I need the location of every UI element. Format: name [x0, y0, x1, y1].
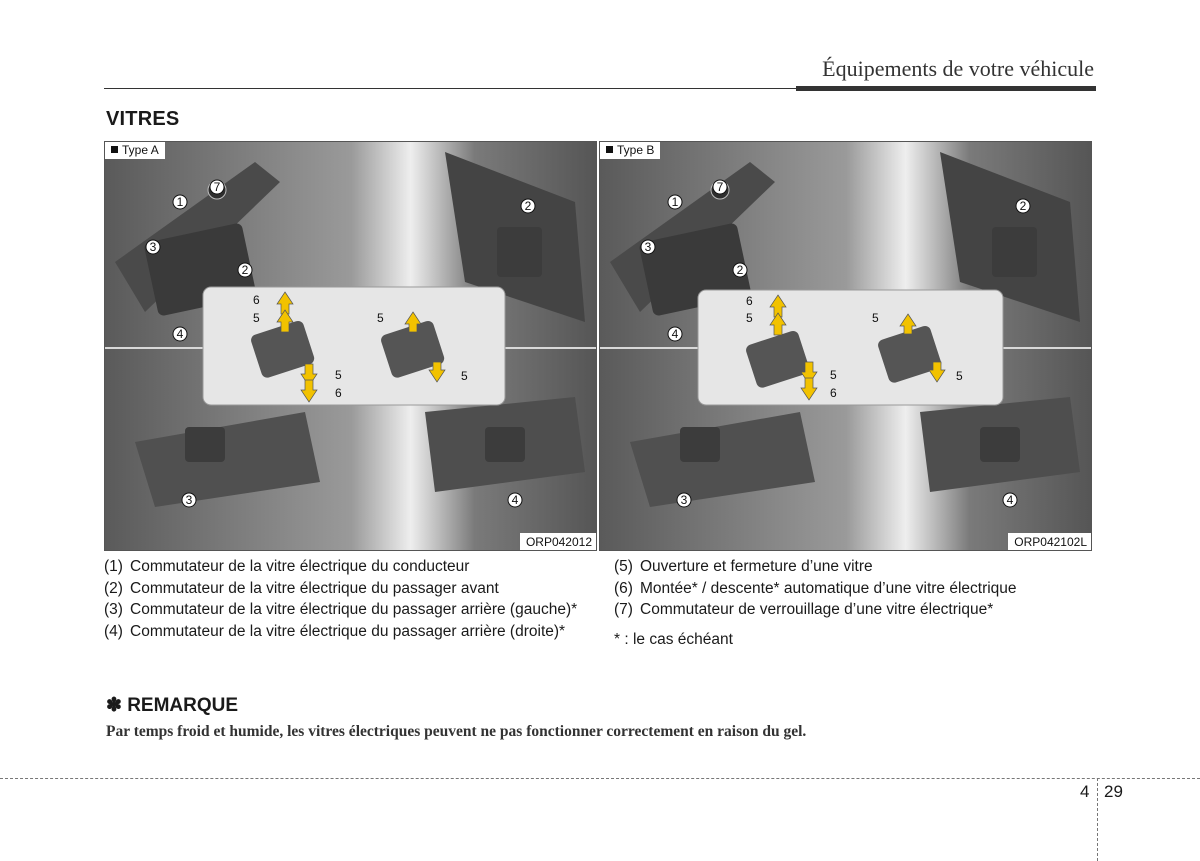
callout-1-b: 1 — [671, 195, 679, 209]
legend-number: (7) — [614, 601, 633, 618]
legend-number: (2) — [104, 579, 123, 597]
square-bullet-icon — [606, 146, 613, 153]
label-5-a-bottom: 5 — [335, 368, 342, 382]
figure-type-label — [105, 142, 165, 159]
label-5-a-right-top: 5 — [377, 311, 384, 325]
footer-vertical-divider — [1097, 778, 1098, 861]
callout-4-a-bottom: 4 — [511, 493, 519, 507]
door-switch-illustration-b — [600, 142, 1092, 551]
legend-item — [104, 557, 587, 578]
figure-type-text: Type A — [122, 143, 159, 157]
label-5-b-bottom: 5 — [830, 368, 837, 382]
callout-4-b-top: 4 — [671, 327, 679, 341]
legend-item — [104, 600, 587, 621]
callout-3-b-bottom: 3 — [680, 493, 688, 507]
legend-text: Commutateur de la vitre électrique du passager arrière (droite)* — [130, 622, 566, 640]
legend-item — [614, 557, 1104, 578]
label-5-b-right-bottom: 5 — [956, 369, 963, 383]
legend-text: Montée* / descente* automatique d’une vitre électrique — [640, 579, 1017, 597]
callout-4-a-top: 4 — [176, 327, 184, 341]
legend-text: Commutateur de verrouillage d’une vitre électrique* — [640, 601, 994, 618]
label-6-a-top: 6 — [253, 293, 260, 307]
callout-2-a-left: 2 — [241, 263, 249, 277]
callout-2-b-left: 2 — [736, 263, 744, 277]
legend-text: Commutateur de la vitre électrique du passager arrière (gauche)* — [130, 601, 578, 618]
chapter-number: 4 — [1080, 782, 1090, 801]
callout-7-b: 7 — [716, 180, 724, 194]
legend-number: (1) — [104, 558, 123, 575]
square-bullet-icon — [111, 146, 118, 153]
page-number: 29 — [1104, 782, 1123, 801]
callout-2-a-right: 2 — [524, 199, 532, 213]
callout-7-a: 7 — [213, 180, 221, 194]
legend-item — [614, 600, 1104, 621]
legend-text: Ouverture et fermeture d’une vitre — [640, 558, 873, 575]
callout-3-b-top: 3 — [644, 240, 652, 254]
callout-1-a: 1 — [176, 195, 184, 209]
figure-code: ORP042012 — [520, 533, 596, 550]
figure-type-b — [599, 141, 1092, 551]
label-5-a-top: 5 — [253, 311, 260, 325]
legend-number: (6) — [614, 579, 633, 597]
label-6-b-top: 6 — [746, 294, 753, 308]
legend-number: (5) — [614, 558, 633, 575]
remark-title: ✽ REMARQUE — [106, 695, 239, 716]
page-header-title: Équipements de votre véhicule — [822, 56, 1094, 81]
figure-type-text: Type B — [617, 143, 655, 157]
footer-divider — [0, 778, 1200, 779]
callout-3-a-bottom: 3 — [185, 493, 193, 507]
header-rule-accent — [796, 86, 1096, 91]
legend-text: Commutateur de la vitre électrique du passager avant — [130, 579, 499, 597]
legend-item — [104, 622, 587, 643]
label-5-b-right-top: 5 — [872, 311, 879, 325]
label-6-a-bottom: 6 — [335, 386, 342, 400]
legend-number: (4) — [104, 622, 123, 640]
legend-right — [614, 557, 1104, 650]
label-6-b-bottom: 6 — [830, 386, 837, 400]
figure-type-label — [600, 142, 660, 159]
callout-3-a-top: 3 — [149, 240, 157, 254]
legend-item — [614, 579, 1104, 600]
remark-text: Par temps froid et humide, les vitres électriques peuvent ne pas fonctionner correctement en raison du gel. — [106, 723, 807, 740]
label-5-a-right-bottom: 5 — [461, 369, 468, 383]
figure-type-a — [104, 141, 597, 551]
callout-2-b-right: 2 — [1019, 199, 1027, 213]
legend-text: Commutateur de la vitre électrique du conducteur — [130, 558, 470, 575]
section-title: VITRES — [106, 108, 180, 130]
label-5-b-top: 5 — [746, 311, 753, 325]
legend-number: (3) — [104, 601, 123, 618]
footnote: * : le cas échéant — [614, 630, 733, 648]
legend-item — [104, 579, 587, 600]
door-switch-illustration-a — [105, 142, 597, 551]
figure-code: ORP042102L — [1008, 533, 1091, 550]
legend-left — [104, 557, 587, 643]
callout-4-b-bottom: 4 — [1006, 493, 1014, 507]
